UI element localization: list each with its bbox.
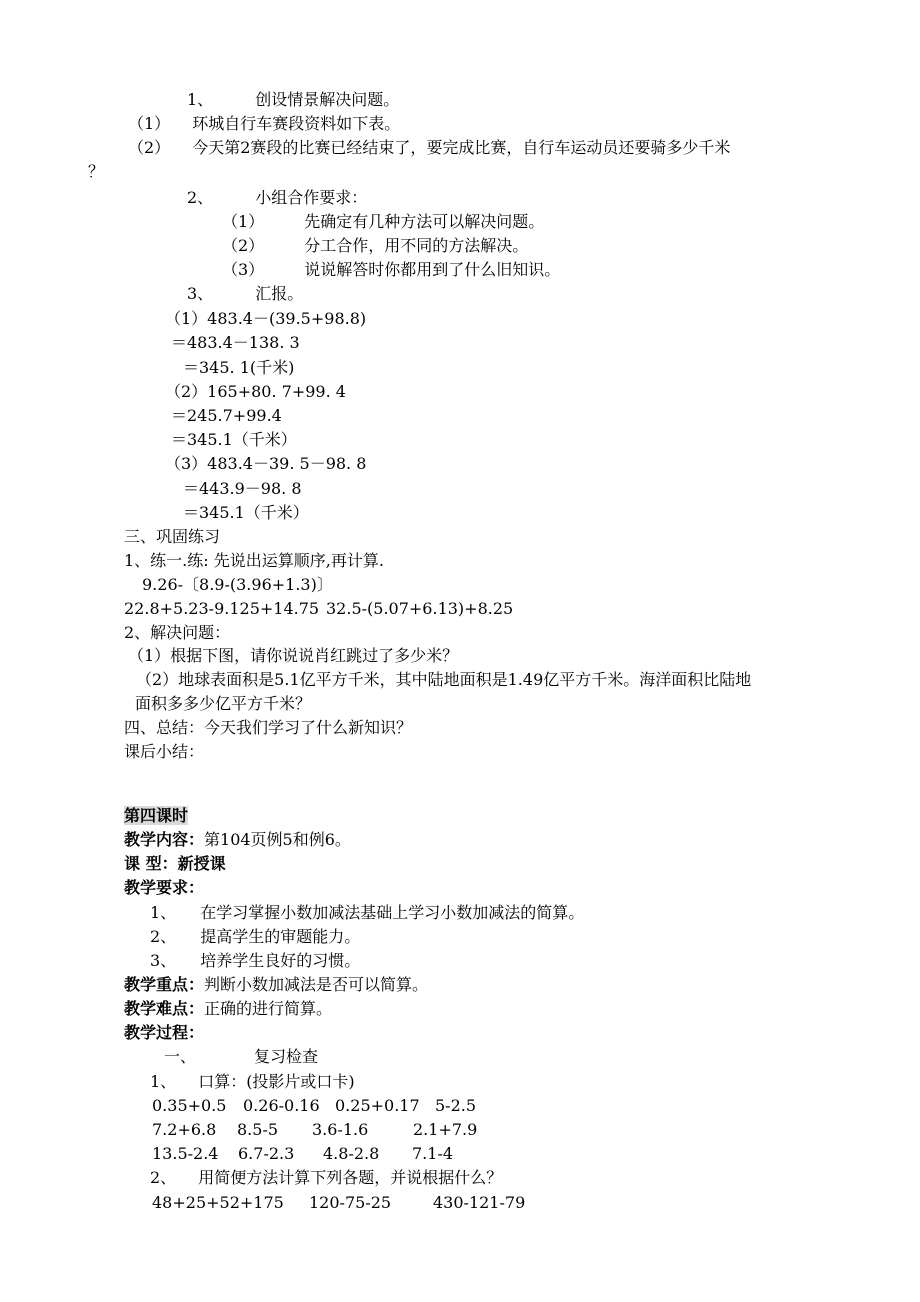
item-1: （1） 环城自行车赛段资料如下表。 bbox=[128, 114, 401, 133]
simple-item-1: 48+25+52+175 bbox=[152, 1193, 284, 1212]
oral-r1-c3: 0.25+0.17 bbox=[335, 1096, 420, 1115]
practice-title: 三、巩固练习 bbox=[124, 527, 221, 546]
calc-line-6: ＝345.1（千米） bbox=[171, 430, 297, 449]
item-2: （2） 今天第2赛段的比赛已经结束了，要完成比赛，自行车运动员还要骑多少千米 bbox=[128, 138, 731, 157]
calc-line-7: （3）483.4－39. 5－98. 8 bbox=[165, 454, 367, 473]
section-2-heading: 2、 小组合作要求： bbox=[187, 188, 368, 207]
calc-line-2: ＝483.4－138. 3 bbox=[171, 333, 300, 352]
process-label: 教学过程： bbox=[124, 1023, 205, 1042]
expression-b: 22.8+5.23-9.125+14.75 bbox=[124, 599, 320, 618]
calc-line-8: ＝443.9－98. 8 bbox=[183, 479, 302, 498]
oral-r1-c4: 5-2.5 bbox=[435, 1096, 477, 1115]
requirement-item-3: 3、 培养学生良好的习惯。 bbox=[150, 951, 361, 970]
calc-line-3: ＝345. 1(千米) bbox=[183, 358, 295, 377]
practice-2: 2、解决问题： bbox=[124, 623, 231, 642]
requirement-1: （1） 先确定有几种方法可以解决问题。 bbox=[222, 212, 545, 231]
oral-r2-c1: 7.2+6.8 bbox=[152, 1120, 217, 1139]
summary: 四、总结：今天我们学习了什么新知识？ bbox=[124, 718, 413, 737]
requirements-label: 教学要求： bbox=[124, 878, 205, 897]
section-3-heading: 3、 汇报。 bbox=[187, 284, 304, 303]
item-2-continuation: ？ bbox=[88, 162, 105, 181]
lesson-type: 课 型：新授课 bbox=[124, 854, 226, 873]
oral-r3-c3: 4.8-2.8 bbox=[323, 1144, 380, 1163]
requirement-item-2: 2、 提高学生的审题能力。 bbox=[150, 927, 361, 946]
oral-calc-heading: 1、 口算：(投影片或口卡) bbox=[150, 1072, 355, 1091]
requirement-item-1: 1、 在学习掌握小数加减法基础上学习小数加减法的简算。 bbox=[150, 903, 585, 922]
teaching-content: 教学内容：第104页例5和例6。 bbox=[124, 830, 351, 849]
question-2-continuation: 面积多多少亿平方千米？ bbox=[135, 694, 312, 713]
oral-r3-c2: 6.7-2.3 bbox=[238, 1144, 295, 1163]
expression-a: 9.26-〔8.9-(3.96+1.3)〕 bbox=[142, 575, 333, 594]
question-2: （2）地球表面积是5.1亿平方千米，其中陆地面积是1.49亿平方千米。海洋面积比陆地 bbox=[136, 670, 752, 689]
simple-item-3: 430-121-79 bbox=[433, 1193, 526, 1212]
key-point: 教学重点：判断小数加减法是否可以简算。 bbox=[124, 975, 429, 994]
oral-r3-c1: 13.5-2.4 bbox=[152, 1144, 219, 1163]
oral-r2-c4: 2.1+7.9 bbox=[413, 1120, 478, 1139]
simple-calc-heading: 2、 用简便方法计算下列各题，并说根据什么？ bbox=[150, 1168, 503, 1187]
practice-1: 1、练一.练: 先说出运算顺序,再计算. bbox=[124, 551, 384, 570]
oral-r1-c2: 0.26-0.16 bbox=[243, 1096, 320, 1115]
oral-r3-c4: 7.1-4 bbox=[412, 1144, 454, 1163]
calc-line-1: （1）483.4－(39.5+98.8) bbox=[165, 309, 367, 328]
requirement-2: （2） 分工合作，用不同的方法解决。 bbox=[222, 236, 529, 255]
oral-r2-c2: 8.5-5 bbox=[237, 1120, 279, 1139]
question-1: （1）根据下图，请你说说肖红跳过了多少米？ bbox=[128, 646, 459, 665]
difficult-point: 教学难点：正确的进行简算。 bbox=[124, 999, 333, 1018]
calc-line-9: ＝345.1（千米） bbox=[183, 503, 309, 522]
expression-c: 32.5-(5.07+6.13)+8.25 bbox=[326, 599, 514, 618]
calc-line-5: ＝245.7+99.4 bbox=[171, 406, 282, 425]
oral-r1-c1: 0.35+0.5 bbox=[152, 1096, 227, 1115]
oral-r2-c3: 3.6-1.6 bbox=[312, 1120, 369, 1139]
requirement-3: （3） 说说解答时你都用到了什么旧知识。 bbox=[222, 260, 561, 279]
calc-line-4: （2）165+80. 7+99. 4 bbox=[165, 382, 346, 401]
process-step-1: 一、 复习检查 bbox=[164, 1047, 319, 1066]
section-1-heading: 1、 创设情景解决问题。 bbox=[187, 90, 400, 109]
after-class-summary: 课后小结： bbox=[124, 742, 205, 761]
lesson-title: 第四课时 bbox=[124, 806, 189, 825]
simple-item-2: 120-75-25 bbox=[309, 1193, 392, 1212]
